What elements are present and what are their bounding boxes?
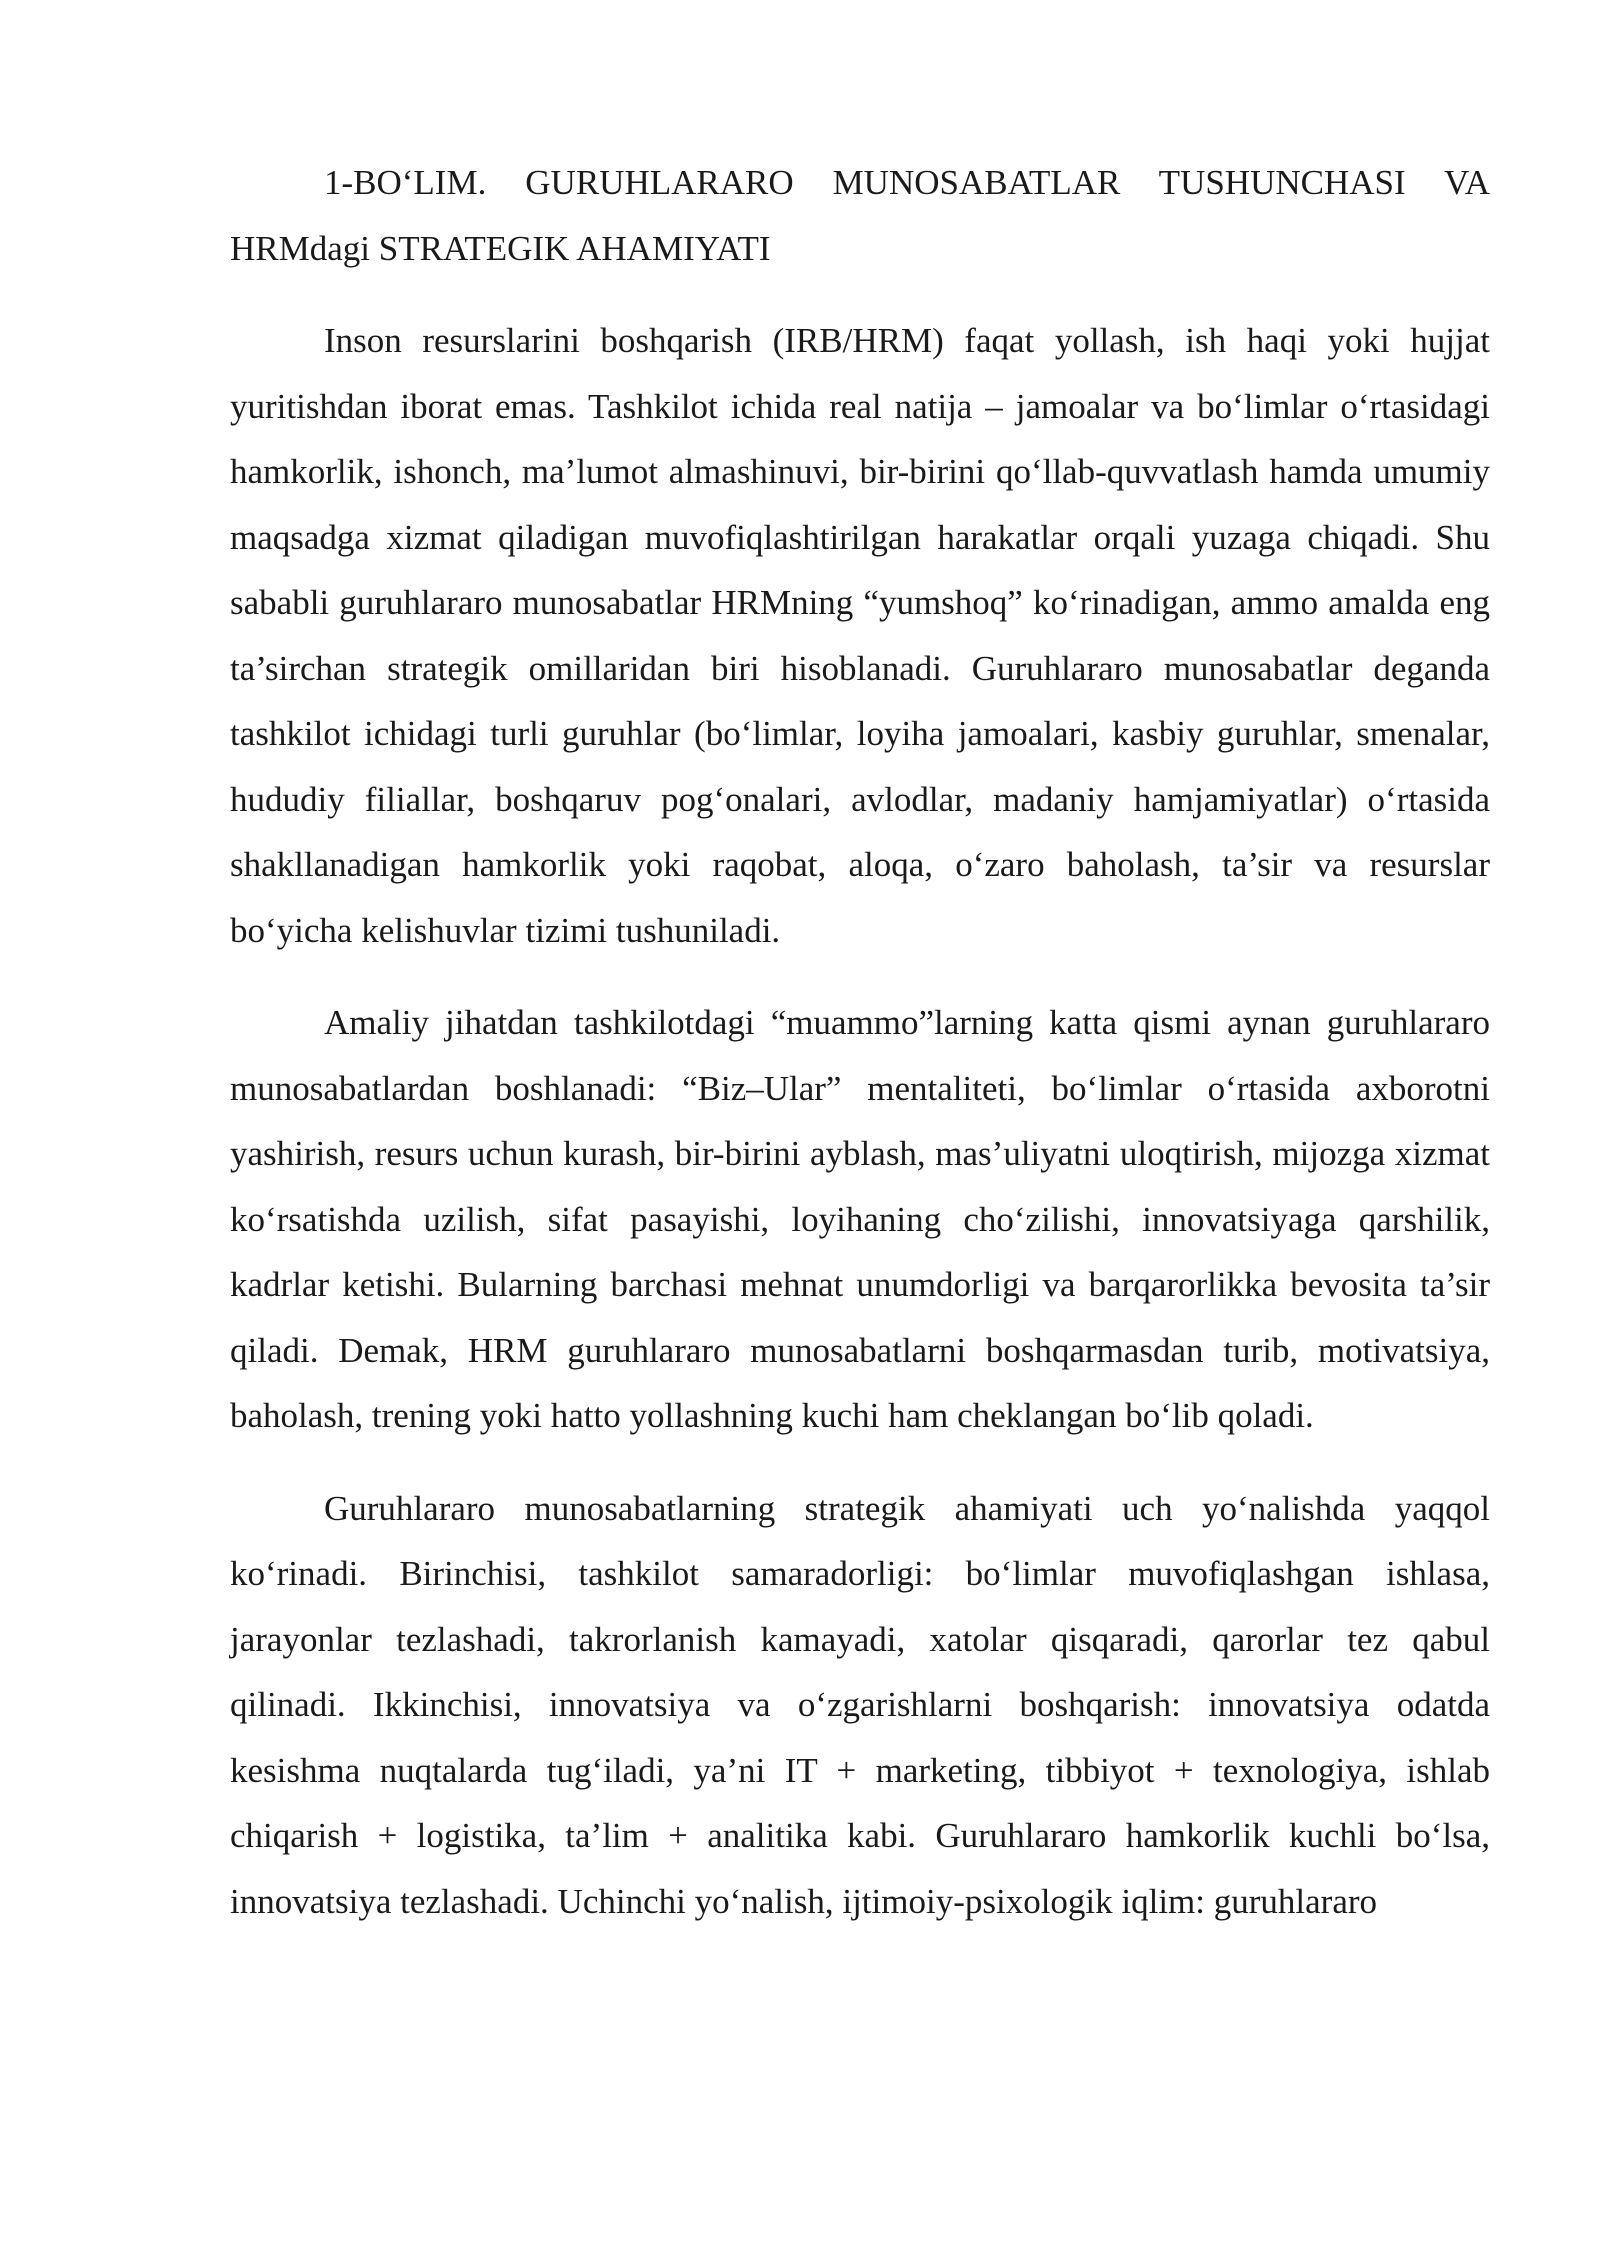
paragraph-1: Inson resurslarini boshqarish (IRB/HRM) faqat yollash, ish haqi yoki hujjat yuritishdan iborat emas. Tashkilot ichida real natija – jamoalar va bo‘limlar o‘rtasidagi hamkorlik, ishonch, ma’lumot almashinuvi, bir-birini qo‘llab-quvvatlash hamda umumiy maqsadga xizmat qiladigan muvofiqlashtirilgan harakatlar orqali yuzaga chiqadi. Shu sababli guruhlararo munosabatlar HRMning “yumshoq” ko‘rinadigan, ammo amalda eng ta’sirchan strategik omillaridan biri hisoblanadi. Guruhlararo munosabatlar deganda tashkilot ichidagi turli guruhlar (bo‘limlar, loyiha jamoalari, kasbiy guruhlar, smenalar, hududiy filiallar, boshqaruv pog‘onalari, avlodlar, madaniy hamjamiyatlar) o‘rtasida shakllanadigan hamkorlik yoki raqobat, aloqa, o‘zaro baholash, ta’sir va resurslar bo‘yicha kelishuvlar tizimi tushuniladi.	[230, 321, 1490, 950]
document-body	[230, 150, 1490, 1934]
paragraph-3: Guruhlararo munosabatlarning strategik ahamiyati uch yo‘nalishda yaqqol ko‘rinadi. Birinchisi, tashkilot samaradorligi: bo‘limlar muvofiqlashgan ishlasa, jarayonlar tezlashadi, takrorlanish kamayadi, xatolar qisqaradi, qarorlar tez qabul qilinadi. Ikkinchisi, innovatsiya va o‘zgarishlarni boshqarish: innovatsiya odatda kesishma nuqtalarda tug‘iladi, ya’ni IT + marketing, tibbiyot + texnologiya, ishlab chiqarish + logistika, ta’lim + analitika kabi. Guruhlararo hamkorlik kuchli bo‘lsa, innovatsiya tezlashadi. Uchinchi yo‘nalish, ijtimoiy-psixologik iqlim: guruhlararo	[230, 1488, 1490, 1921]
section-heading: 1-BO‘LIM. GURUHLARARO MUNOSABATLAR TUSHUNCHASI VA HRMdagi STRATEGIK AHAMIYATI	[230, 163, 1490, 268]
paragraph-2: Amaliy jihatdan tashkilotdagi “muammo”larning katta qismi aynan guruhlararo munosabatlardan boshlanadi: “Biz–Ular” mentaliteti, bo‘limlar o‘rtasida axborotni yashirish, resurs uchun kurash, bir-birini ayblash, mas’uliyatni uloqtirish, mijozga xizmat ko‘rsatishda uzilish, sifat pasayishi, loyihaning cho‘zilishi, innovatsiyaga qarshilik, kadrlar ketishi. Bularning barchasi mehnat unumdorligi va barqarorlikka bevosita ta’sir qiladi. Demak, HRM guruhlararo munosabatlarni boshqarmasdan turib, motivatsiya, baholash, trening yoki hatto yollashning kuchi ham cheklangan bo‘lib qoladi.	[230, 1003, 1490, 1435]
